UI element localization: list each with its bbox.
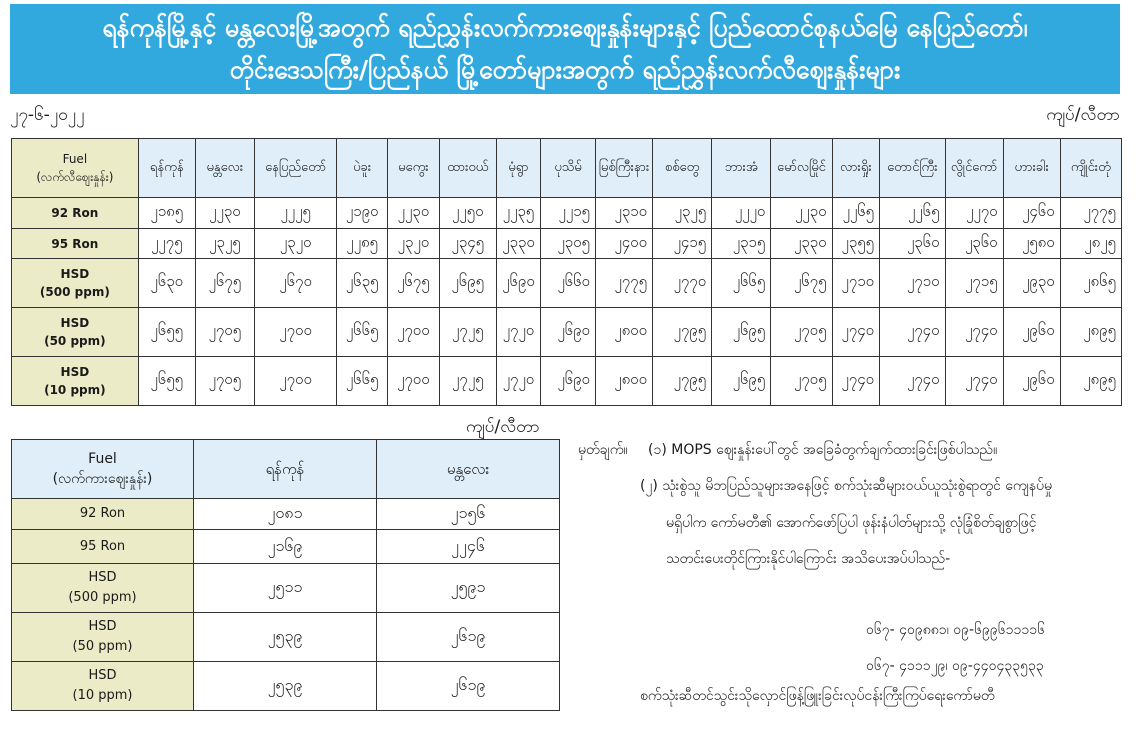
retail-city-header: လွိုင်ကော် <box>945 139 1003 198</box>
retail-price-cell: ၂၉၃၀ <box>1003 259 1060 308</box>
retail-price-cell: ၂၇၇၅ <box>596 259 653 308</box>
retail-city-header: မြစ်ကြီးနား <box>596 139 653 198</box>
retail-price-cell: ၂၂၈၅ <box>337 229 388 259</box>
retail-table-row <box>12 198 1122 229</box>
wholesale-table-row <box>12 564 560 613</box>
retail-price-cell: ၂၆၉၅ <box>712 357 771 406</box>
phone-numbers-2: ၀၆၇- ၄၁၁၁၂၉၊ ၀၉-၄၄၀၄၃၃၅၃၃ <box>866 658 1044 674</box>
retail-price-cell: ၂၃၁၀ <box>596 198 653 229</box>
retail-fuel-name: 92 Ron <box>51 206 99 220</box>
retail-city-header: နေပြည်တော် <box>254 139 336 198</box>
retail-city-header: ဟားခါး <box>1003 139 1060 198</box>
retail-price-cell: ၂၈၆၅ <box>1060 259 1121 308</box>
retail-price-cell: ၂၇၀၀ <box>254 308 336 357</box>
retail-price-cell: ၂၃၅၅ <box>832 229 880 259</box>
retail-city-header: မကွေး <box>387 139 439 198</box>
retail-table-row <box>12 259 1122 308</box>
retail-fuel-label <box>12 357 139 406</box>
notes-heading: မှတ်ချက်။ <box>578 442 628 458</box>
retail-price-cell: ၂၆၇၅ <box>771 259 832 308</box>
wholesale-city-header: ရန်ကုန် <box>194 440 377 499</box>
retail-price-cell: ၂၆၆၅ <box>337 308 388 357</box>
retail-price-cell: ၂၆၇၅ <box>195 259 254 308</box>
title-line-1: ရန်ကုန်မြို့နှင့် မန္တလေးမြို့အတွက် ရည်ညွှန်းလက်ကားဈေးနှုန်းများနှင့် ပြည်ထောင်စုနယ်မြေ နေပြည်တော်၊ <box>102 13 1028 42</box>
retail-price-cell: ၂၇၀၅ <box>771 357 832 406</box>
retail-price-cell: ၂၃၀၅ <box>541 229 596 259</box>
retail-city-header: ကျိုင်းတုံ <box>1060 139 1121 198</box>
retail-price-table <box>11 138 1122 406</box>
retail-price-cell: ၂၃၆၀ <box>880 229 945 259</box>
retail-price-cell: ၂၃၃၀ <box>496 229 540 259</box>
wholesale-fuel-label <box>12 662 194 711</box>
retail-price-cell: ၂၈၀၀ <box>596 308 653 357</box>
retail-price-cell: ၂၇၂၀ <box>496 357 540 406</box>
retail-price-cell: ၂၂၂၀ <box>712 198 771 229</box>
retail-city-header: ထားဝယ် <box>439 139 496 198</box>
retail-price-cell: ၂၇၁၅ <box>945 259 1003 308</box>
retail-price-cell: ၂၇၄၀ <box>945 308 1003 357</box>
note-2-line-1: (၂) သုံးစွဲသူ မိဘပြည်သူများအနေဖြင့် စက်သုံးဆီများဝယ်ယူသုံးစွဲရာတွင် ကျေနပ်မှု <box>640 478 1052 494</box>
wholesale-fuel-grade: (50 ppm) <box>72 639 133 654</box>
retail-price-cell: ၂၃၂၀ <box>387 229 439 259</box>
note-1: (၁) MOPS ဈေးနှုန်းပေါ်တွင် အခြေခံတွက်ချက်ထားခြင်းဖြစ်ပါသည်။ <box>648 442 998 458</box>
retail-city-header: ပဲခူး <box>337 139 388 198</box>
retail-fuel-name: HSD <box>60 267 90 281</box>
retail-city-header: တောင်ကြီး <box>880 139 945 198</box>
wholesale-fuel-label <box>12 530 194 564</box>
wholesale-fuel-header-line2: (လက်ကားဈေးနှုန်း) <box>52 471 153 487</box>
retail-price-cell: ၂၇၂၅ <box>439 357 496 406</box>
retail-city-header: ရန်ကုန် <box>138 139 195 198</box>
retail-price-cell: ၂၂၂၅ <box>254 198 336 229</box>
retail-city-header: မန္တလေး <box>195 139 254 198</box>
retail-fuel-label <box>12 198 139 229</box>
retail-price-cell: ၂၃၁၅ <box>712 229 771 259</box>
wholesale-fuel-header <box>12 440 194 499</box>
retail-price-cell: ၂၇၀၀ <box>254 357 336 406</box>
retail-price-cell: ၂၄၁၅ <box>653 229 712 259</box>
retail-price-cell: ၂၆၇၅ <box>387 259 439 308</box>
retail-price-cell: ၂၆၉၀ <box>541 308 596 357</box>
retail-city-header: မုံရွာ <box>496 139 540 198</box>
retail-price-cell: ၂၇၁၀ <box>880 259 945 308</box>
retail-price-cell: ၂၂၃၀ <box>771 198 832 229</box>
retail-fuel-name: 95 Ron <box>51 236 99 251</box>
retail-price-cell: ၂၇၄၀ <box>880 357 945 406</box>
retail-fuel-label <box>12 229 139 259</box>
retail-city-header: စစ်တွေ <box>653 139 712 198</box>
retail-price-cell: ၂၇၉၅ <box>653 308 712 357</box>
retail-price-cell: ၂၂၇၅ <box>138 229 195 259</box>
retail-price-cell: ၂၆၃၅ <box>337 259 388 308</box>
retail-price-cell: ၂၂၃၀ <box>195 198 254 229</box>
wholesale-fuel-label <box>12 564 194 613</box>
retail-price-cell: ၂၁၈၅ <box>138 198 195 229</box>
title-line-2: တိုင်းဒေသကြီး/ပြည်နယ် မြို့တော်များအတွက် ရည်ညွှန်းလက်လီဈေးနှုန်းများ <box>229 55 901 84</box>
wholesale-fuel-name: HSD <box>88 668 117 683</box>
note-2-line-2: မရှိပါက ကော်မတီ၏ အောက်ဖော်ပြပါ ဖုန်းနံပါတ်များသို့ လုံခြုံစိတ်ချစွာဖြင့် <box>666 515 1037 531</box>
retail-price-cell: ၂၁၉၀ <box>337 198 388 229</box>
retail-price-cell: ၂၆၉၅ <box>712 308 771 357</box>
retail-price-cell: ၂၈၉၅ <box>1060 308 1121 357</box>
wholesale-price-cell: ၂၅၉၁ <box>377 564 560 613</box>
wholesale-price-cell: ၂၅၃၉ <box>194 662 377 711</box>
retail-fuel-label <box>12 308 139 357</box>
retail-price-cell: ၂၃၄၅ <box>439 229 496 259</box>
retail-price-cell: ၂၇၄၀ <box>832 308 880 357</box>
retail-price-cell: ၂၆၉၀ <box>541 357 596 406</box>
retail-price-cell: ၂၂၅၀ <box>439 198 496 229</box>
wholesale-table-row <box>12 613 560 662</box>
retail-price-cell: ၂၆၅၅ <box>138 308 195 357</box>
retail-fuel-header <box>12 139 139 198</box>
wholesale-price-cell: ၂၆၁၉ <box>377 613 560 662</box>
retail-price-cell: ၂၇၇၀ <box>653 259 712 308</box>
date-label: ၂၇-၆-၂၀၂၂ <box>10 105 85 125</box>
retail-fuel-grade: (10 ppm) <box>44 383 106 397</box>
retail-price-cell: ၂၂၆၅ <box>832 198 880 229</box>
wholesale-table-row <box>12 530 560 564</box>
retail-fuel-label <box>12 259 139 308</box>
retail-price-cell: ၂၇၄၀ <box>832 357 880 406</box>
retail-price-cell: ၂၆၆၅ <box>712 259 771 308</box>
retail-price-cell: ၂၉၆၀ <box>1003 357 1060 406</box>
retail-unit-label: ကျပ်/လီတာ <box>1046 105 1120 125</box>
wholesale-price-cell: ၂၅၁၁ <box>194 564 377 613</box>
wholesale-table-row <box>12 662 560 711</box>
wholesale-unit-label: ကျပ်/လီတာ <box>466 417 540 437</box>
title-banner <box>10 4 1120 94</box>
wholesale-fuel-grade: (500 ppm) <box>68 590 137 605</box>
retail-price-cell: ၂၃၂၅ <box>653 198 712 229</box>
retail-price-cell: ၂၃၆၀ <box>945 229 1003 259</box>
wholesale-price-cell: ၂၆၁၉ <box>377 662 560 711</box>
phone-numbers-1: ၀၆၇- ၄၀၉၈၈၁၊ ၀၉-၆၉၉၆၁၁၁၁၆ <box>866 622 1045 638</box>
retail-price-cell: ၂၇၀၅ <box>771 308 832 357</box>
retail-price-cell: ၂၆၅၅ <box>138 357 195 406</box>
committee-signature: စက်သုံးဆီတင်သွင်းသိုလှောင်ဖြန့်ဖြူးခြင်းလုပ်ငန်းကြီးကြပ်ရေးကော်မတီ <box>640 688 995 704</box>
retail-price-cell: ၂၂၃၅ <box>496 198 540 229</box>
retail-price-cell: ၂၇၀၅ <box>195 308 254 357</box>
retail-fuel-name: HSD <box>60 316 90 330</box>
wholesale-fuel-name: HSD <box>88 570 117 585</box>
retail-price-cell: ၂၇၀၅ <box>195 357 254 406</box>
retail-price-cell: ၂၈၂၅ <box>1060 229 1121 259</box>
retail-price-cell: ၂၃၃၀ <box>771 229 832 259</box>
retail-price-cell: ၂၇၄၀ <box>945 357 1003 406</box>
retail-table-row <box>12 308 1122 357</box>
wholesale-price-cell: ၂၁၆၉ <box>194 530 377 564</box>
retail-price-cell: ၂၇၇၅ <box>1060 198 1121 229</box>
wholesale-table-row <box>12 499 560 530</box>
wholesale-fuel-label <box>12 613 194 662</box>
retail-price-cell: ၂၉၆၀ <box>1003 308 1060 357</box>
wholesale-fuel-grade: (10 ppm) <box>72 688 133 703</box>
wholesale-fuel-header-line1: Fuel <box>88 451 117 467</box>
retail-price-cell: ၂၇၂၅ <box>439 308 496 357</box>
wholesale-fuel-name: 95 Ron <box>79 538 126 554</box>
retail-city-header: မော်လမြိုင် <box>771 139 832 198</box>
retail-price-cell: ၂၆၆၅ <box>337 357 388 406</box>
wholesale-price-table <box>11 439 560 711</box>
retail-price-cell: ၂၄၀၀ <box>596 229 653 259</box>
retail-price-cell: ၂၃၂၅ <box>195 229 254 259</box>
retail-price-cell: ၂၆၆၀ <box>541 259 596 308</box>
retail-price-cell: ၂၃၂၀ <box>254 229 336 259</box>
retail-price-cell: ၂၇၁၀ <box>832 259 880 308</box>
retail-price-cell: ၂၂၇၀ <box>945 198 1003 229</box>
wholesale-fuel-name: 92 Ron <box>79 506 126 521</box>
retail-table-row <box>12 357 1122 406</box>
wholesale-price-cell: ၂၅၃၉ <box>194 613 377 662</box>
retail-price-cell: ၂၆၃၀ <box>138 259 195 308</box>
retail-fuel-grade: (50 ppm) <box>44 334 106 348</box>
retail-fuel-name: HSD <box>60 365 90 379</box>
retail-fuel-grade: (500 ppm) <box>39 285 110 299</box>
retail-price-cell: ၂၇၂၀ <box>496 308 540 357</box>
wholesale-price-cell: ၂၁၅၆ <box>377 499 560 530</box>
retail-price-cell: ၂၇၉၅ <box>653 357 712 406</box>
retail-price-cell: ၂၅၈၀ <box>1003 229 1060 259</box>
wholesale-fuel-name: HSD <box>88 619 117 634</box>
retail-price-cell: ၂၂၃၀ <box>387 198 439 229</box>
retail-price-cell: ၂၆၉၅ <box>439 259 496 308</box>
retail-price-cell: ၂၇၄၀ <box>880 308 945 357</box>
retail-city-header: လားရှိုး <box>832 139 880 198</box>
note-2-line-3: သတင်းပေးတိုင်ကြားနိုင်ပါကြောင်း အသိပေးအပ်ပါသည်- <box>666 551 951 567</box>
retail-price-cell: ၂၈၀၀ <box>596 357 653 406</box>
wholesale-fuel-label <box>12 499 194 530</box>
retail-price-cell: ၂၂၆၅ <box>880 198 945 229</box>
retail-price-cell: ၂၂၁၅ <box>541 198 596 229</box>
retail-fuel-header-line1: Fuel <box>62 152 88 166</box>
wholesale-price-cell: ၂၀၈၁ <box>194 499 377 530</box>
retail-price-cell: ၂၈၉၅ <box>1060 357 1121 406</box>
retail-price-cell: ၂၇၀၀ <box>387 308 439 357</box>
retail-table-row <box>12 229 1122 259</box>
wholesale-city-header: မန္တလေး <box>377 440 560 499</box>
wholesale-price-cell: ၂၂၄၆ <box>377 530 560 564</box>
retail-price-cell: ၂၇၀၀ <box>387 357 439 406</box>
retail-city-header: ဘားအံ <box>712 139 771 198</box>
retail-price-cell: ၂၆၇၀ <box>254 259 336 308</box>
retail-price-cell: ၂၄၆၀ <box>1003 198 1060 229</box>
retail-fuel-header-line2: (လက်လီဈေးနှုန်း) <box>36 170 114 184</box>
retail-city-header: ပုသိမ် <box>541 139 596 198</box>
retail-price-cell: ၂၆၉၀ <box>496 259 540 308</box>
